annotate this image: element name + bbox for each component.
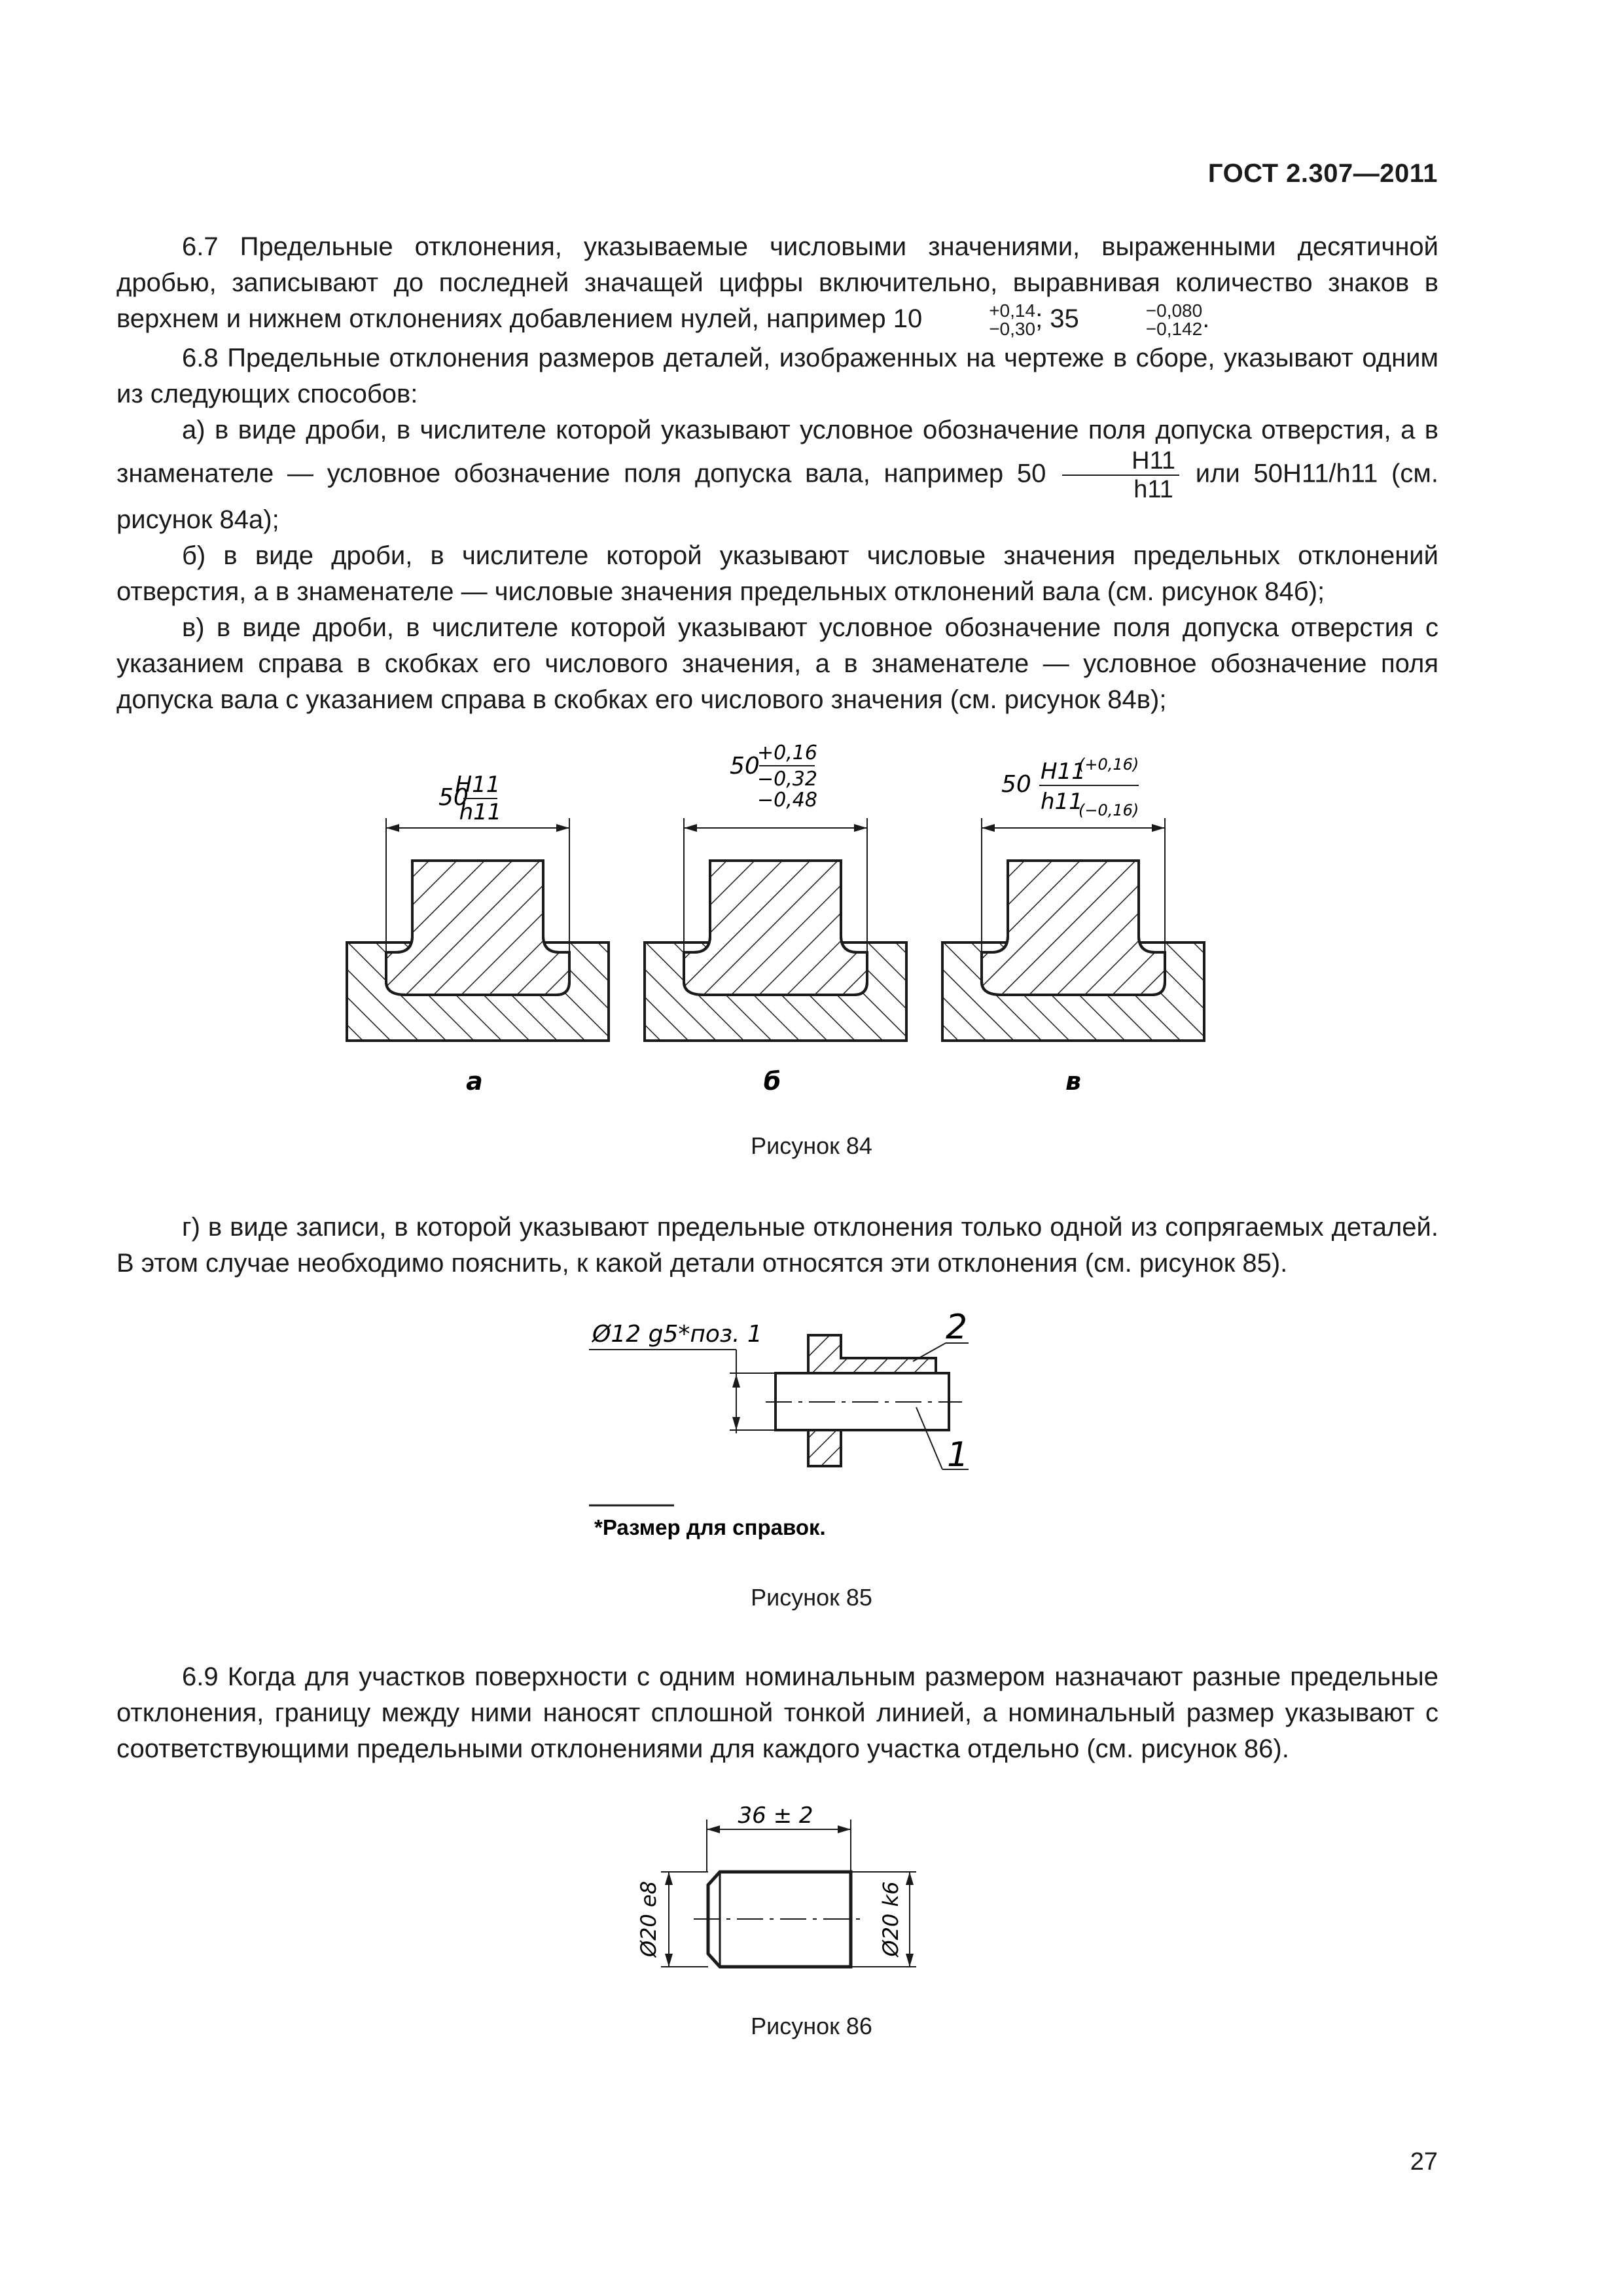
dim-84a-num: H11 — [455, 772, 501, 798]
standard-header: ГОСТ 2.307—2011 — [1207, 159, 1438, 188]
item-b: б) в виде дроби, в числителе которой указывают числовые значения предельных отклонений отверстия, а в знаменателе — числовые значения предельных отклонений вала (см. рисунок 84б); — [116, 541, 1438, 606]
item-g: г) в виде записи, в которой указывают предельные отклонения только одной из сопрягаемых деталей. В этом случае необходимо пояснить, к какой детали относятся эти отклонения (см. рисунок 85). — [116, 1213, 1438, 1278]
deviation-example-2: −0,080 −0,142 — [1145, 300, 1203, 340]
dim-84b-size: 50 — [730, 753, 760, 780]
paragraph-6-9: 6.9 Когда для участков поверхности с одним номинальным размером назначают разные предельные отклонения, границу между ними наносят сплошной тонкой линией, а номинальный размер указывают с соответствующими предельными отклонениями для каждого участка отдельно (см. рисунок 86). — [116, 1662, 1438, 1763]
dim-84v-size: 50 — [1001, 771, 1031, 798]
drawing-84a — [347, 772, 609, 1096]
section-6-9 — [116, 1659, 1438, 1767]
caption-figure-86: Рисунок 86 — [751, 2013, 872, 2039]
dim-84v-num-dev: (+0,16) — [1079, 755, 1139, 774]
dim-84a-size: 50 — [438, 784, 469, 811]
dim-84a-den: h11 — [459, 799, 502, 825]
left-diameter-dimension: Ø20 e8 — [636, 1880, 661, 1958]
label-84v: в — [1065, 1067, 1082, 1096]
item-v: в) в виде дроби, в числителе которой указывают условное обозначение поля допуска отверстия с указанием справа в скобках его числового значения, а в знаменателе — условное обозначение поля допуска вала с указанием справа в скобках его числового значения (см. рисунок 84в); — [116, 613, 1438, 714]
tolerance-fraction: $\frac{H11}{h11}$ — [1062, 448, 1179, 502]
drawing-84b — [645, 742, 906, 1096]
dim-84b-num: +0,16 — [757, 742, 817, 764]
figure-84 — [0, 720, 1623, 1126]
section-6-8 — [116, 340, 1438, 718]
drawing-84v — [942, 755, 1204, 1096]
dim-84v-den: h11 — [1041, 789, 1083, 815]
position-2-label: 2 — [946, 1309, 968, 1347]
right-diameter-dimension: Ø20 k6 — [878, 1881, 903, 1957]
paragraph-6-7: 6.7 Предельные отклонения, указываемые числовыми значениями, выраженными десятичной дробью, записывают до последней значащей цифры включительно, выравнивая количество знаков в верхнем и нижнем отклонениях добавлением нулей, например 10 +0,14 −0,30 ; 35 −0,080 −0,142 . — [116, 232, 1438, 340]
dim-84b-den2: −0,48 — [757, 789, 817, 812]
caption-figure-84: Рисунок 84 — [751, 1132, 872, 1159]
position-1-label: 1 — [947, 1435, 969, 1475]
length-dimension: 36 ± 2 — [738, 1803, 813, 1829]
dim-84v-den-dev: (−0,16) — [1079, 801, 1139, 819]
paragraph-6-8: 6.8 Предельные отклонения размеров деталей, изображенных на чертеже в сборе, указывают одним из следующих способов: — [116, 344, 1438, 408]
leader-text: Ø12 g5*поз. 1 — [592, 1321, 762, 1348]
dim-84b-den1: −0,32 — [757, 768, 817, 791]
figure-85 — [0, 1309, 1623, 1545]
footnote-text: *Размер для справок. — [594, 1515, 826, 1539]
section-6-7 — [116, 229, 1438, 338]
caption-figure-85: Рисунок 85 — [751, 1584, 872, 1611]
label-84b: б — [763, 1067, 781, 1096]
page-number: 27 — [1410, 2148, 1438, 2176]
deviation-example-1: +0,14 −0,30 — [989, 300, 1036, 340]
figure-86 — [0, 1793, 1623, 1990]
section-item-g — [116, 1210, 1438, 1282]
label-84a: а — [466, 1067, 483, 1096]
dim-84v-num: H11 — [1041, 759, 1086, 785]
item-a: а) в виде дроби, в числителе которой указывают условное обозначение поля допуска отверстия, а в знаменателе — условное обозначение поля допуска вала, например 50 $\frac{H11}{h11}$ или 50H11/h11 (см. рисунок 84а); — [116, 416, 1438, 534]
